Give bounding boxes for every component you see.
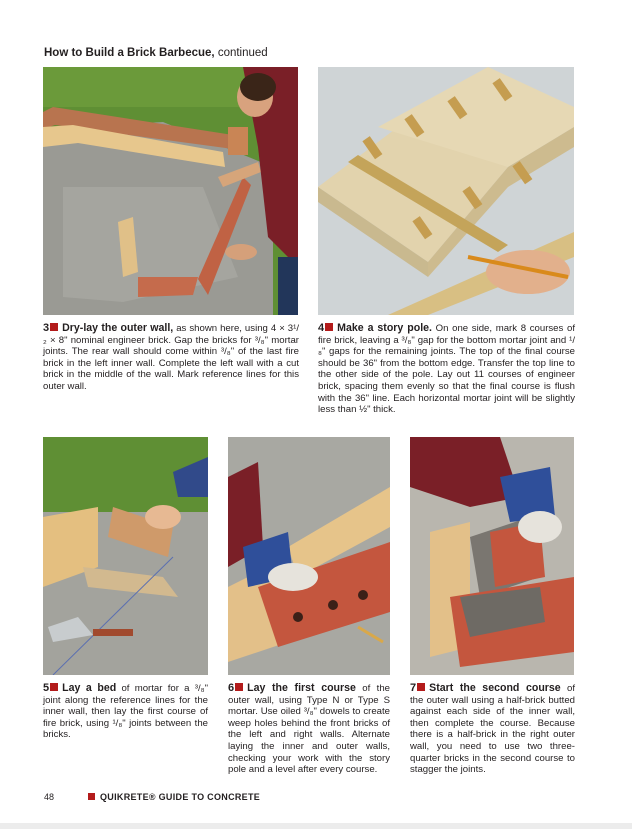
step-number: 7 xyxy=(410,682,417,694)
red-square-icon xyxy=(88,793,95,800)
step-body: On one side, mark 8 courses of fire brick, leaving a ³/₈" gap for the bottom mortar joint and ¹/₈" gaps for the remaining joints. The top of the final course should be 36" from the bottom edge. Transfer the top line to the other side of the pole. Lay out 11 courses of engineer brick, spacing them evenly so that the final course is flush with the 36" line. Each horizontal mortar joint will be slightly less than ½" thick. xyxy=(318,323,575,416)
red-square-icon xyxy=(50,683,58,691)
step-title: Lay the first course xyxy=(247,682,356,694)
photo-step-5 xyxy=(43,437,208,675)
red-square-icon xyxy=(50,323,58,331)
red-square-icon xyxy=(325,323,333,331)
step-5-caption xyxy=(43,683,208,741)
red-square-icon xyxy=(417,683,425,691)
page-number: 48 xyxy=(44,792,55,802)
step-body: of mortar for a ³/₈" joint along the reference lines for the inner wall, then lay the first course of fire brick, using ¹/₈" joints between the bricks. xyxy=(43,683,208,741)
step-3-caption xyxy=(43,323,299,393)
page-title-continued: continued xyxy=(214,47,268,59)
step-number: 3 xyxy=(43,322,50,334)
photo-step-6 xyxy=(228,437,390,675)
step-body: of the outer wall, using Type N or Type S mortar. Use oiled ³/₈" dowels to create weep holes behind the front bricks of the left and right walls. Alternate laying the inner and outer walls, checking your work with the story pole and a level after every course. xyxy=(228,683,390,776)
photo-step-4 xyxy=(318,67,574,315)
step-title: Start the second course xyxy=(429,682,561,694)
step-number: 5 xyxy=(43,682,50,694)
page-title-main: How to Build a Brick Barbecue, xyxy=(44,47,215,59)
page-footer xyxy=(44,792,260,802)
step-body: of the outer wall using a half-brick butted against each side of the inner wall, then complete the course. Because there is a half-brick in the right outer wall, you need to use two three-quarter bricks in the second course to stagger the joints. xyxy=(410,683,575,776)
photo-step-7 xyxy=(410,437,574,675)
book-title: QUIKRETE® GUIDE TO CONCRETE xyxy=(100,792,261,802)
page-title xyxy=(44,47,268,59)
bottom-divider xyxy=(0,823,632,829)
step-title: Dry-lay the outer wall, xyxy=(62,322,174,334)
step-title: Lay a bed xyxy=(62,682,117,694)
step-body: as shown here, using 4 × 3¹/₂ × 8" nominal engineer brick. Gap the bricks for ³/₈" mortar joints. The rear wall should come within ³/₈" of the last fire brick in the left inner wall. Complete the left wall with a cut brick in the middle of the wall. Mark reference lines for this outer wall. xyxy=(43,323,299,392)
step-7-caption xyxy=(410,683,575,776)
photo-step-3 xyxy=(43,67,298,315)
step-number: 6 xyxy=(228,682,235,694)
step-6-caption xyxy=(228,683,390,776)
step-title: Make a story pole. xyxy=(337,322,432,334)
step-number: 4 xyxy=(318,322,325,334)
red-square-icon xyxy=(235,683,243,691)
step-4-caption xyxy=(318,323,575,416)
